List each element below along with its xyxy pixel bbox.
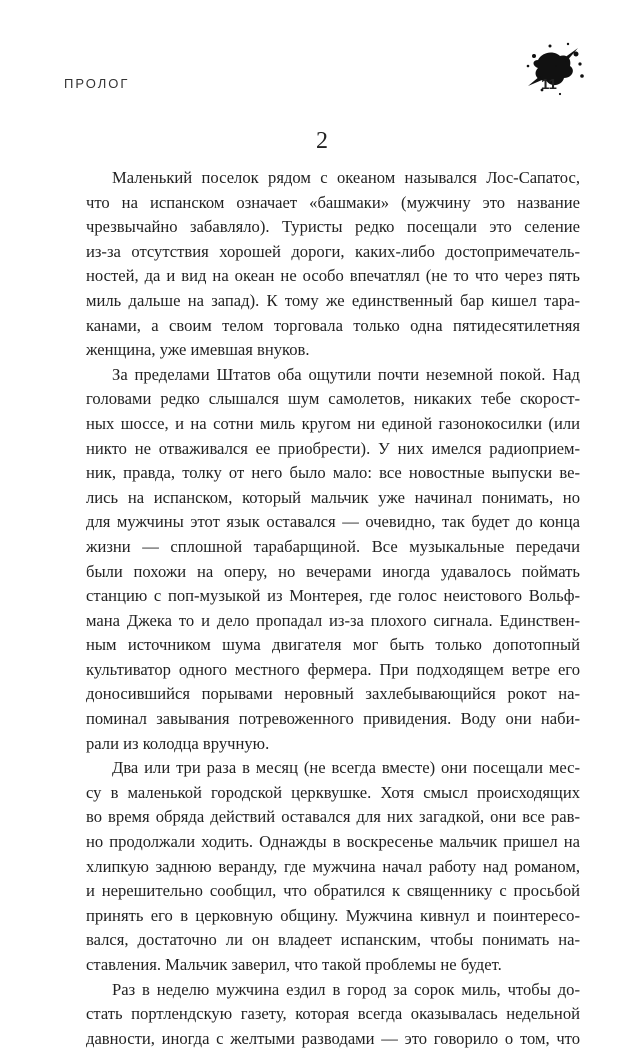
text-line: но продолжали ходить. Однажды в воскресенье мальчик пришел на	[86, 832, 580, 852]
text-line: стать портлендскую газету, которая всегда оказывалась недельной	[86, 1004, 580, 1024]
text-line: поминал завывания потревоженного привидения. Воду они наби-	[86, 709, 580, 729]
text-line: Раз в неделю мужчина ездил в город за сорок миль, чтобы до-	[112, 979, 580, 999]
text-line: женщина, уже имевшая внуков.	[86, 340, 310, 360]
text-line: ных шоссе, и на сотни миль кругом ни единой газонокосилки (или	[86, 413, 580, 433]
text-line: ставления. Мальчик заверил, что такой проблемы не будет.	[86, 955, 502, 974]
text-line: су в маленькой городской церквушке. Хотя смысл происходящих	[86, 782, 580, 802]
text-line: мана Джека то и дело пропадал из-за плохого сигнала. Единствен-	[86, 610, 580, 630]
text-line: канами, а своим телом торговала только одна пятидесятилетняя	[86, 315, 580, 335]
text-line: ник, правда, толку от него было мало: все новостные выпуски ве-	[86, 463, 580, 483]
text-line: Два или три раза в месяц (не всегда вместе) они посещали мес-	[112, 758, 580, 778]
text-line: принять его в церковную общину. Мужчина кивнул и поинтересо-	[86, 905, 580, 925]
text-line: ностей, да и вид на океан не особо впечатлял (не то что через пять	[86, 266, 580, 286]
text-line: доносившийся порывами неровный захлебывающийся рокот на-	[86, 684, 580, 704]
text-line: станцию с поп-музыкой из Монтерея, где голос неистового Вольф-	[86, 586, 580, 606]
text-line: культиватор одного местного фермера. При подходящем ветре его	[86, 659, 580, 679]
paragraph	[86, 978, 580, 1051]
text-line: во время обряда действий оставался для них загадкой, они все рав-	[86, 807, 580, 827]
text-line: что на испанском означает «башмаки» (мужчину это название	[86, 192, 580, 212]
paragraph	[86, 363, 580, 757]
text-line: хлипкую заднюю веранду, где мужчина начал работу над романом,	[86, 856, 580, 876]
text-line: За пределами Штатов оба ощутили почти неземной покой. Над	[112, 364, 580, 384]
text-line: и нерешительно сообщил, что обратился к священнику с просьбой	[86, 881, 580, 901]
text-line: лись на испанском, который мальчик уже начинал понимать, но	[86, 487, 580, 507]
paragraph	[86, 166, 580, 363]
running-title: ПРОЛОГ	[64, 76, 130, 91]
text-line: вался, достаточно ли он владеет испанским, чтобы понимать на-	[86, 930, 580, 950]
text-line: жизни — сплошной тарабарщиной. Все музыкальные передачи	[86, 536, 580, 556]
paragraph	[86, 756, 580, 977]
text-line: миль дальше на запад). К тому же единственный бар кишел тара-	[86, 290, 580, 310]
text-line: никто не отваживался ее приобрести). У них имелся радиоприем-	[86, 438, 580, 458]
text-line: рали из колодца вручную.	[86, 733, 270, 753]
page-number: 11	[541, 76, 557, 93]
text-line: давности, иногда с желтыми разводами — это говорило о том, что	[86, 1028, 580, 1048]
text-line: чрезвычайно забавляло). Туристы редко посещали это селение	[86, 217, 580, 237]
chapter-number: 2	[316, 128, 328, 154]
text-line: для мужчины этот язык оставался — очевидно, так будет до конца	[86, 512, 580, 532]
body-text	[86, 166, 580, 1051]
text-line: из-за отсутствия хорошей дороги, каких-либо достопримечатель-	[86, 241, 580, 261]
text-line: Маленький поселок рядом с океаном назывался Лос-Сапатос,	[112, 168, 580, 187]
text-line: ным источником шума двигателя мог быть только допотопный	[86, 635, 580, 655]
text-line: были похожи на оперу, но вечерами иногда удавалось поймать	[86, 561, 580, 581]
text-line: головами редко слышался шум самолетов, никаких тебе скорост-	[86, 389, 580, 409]
